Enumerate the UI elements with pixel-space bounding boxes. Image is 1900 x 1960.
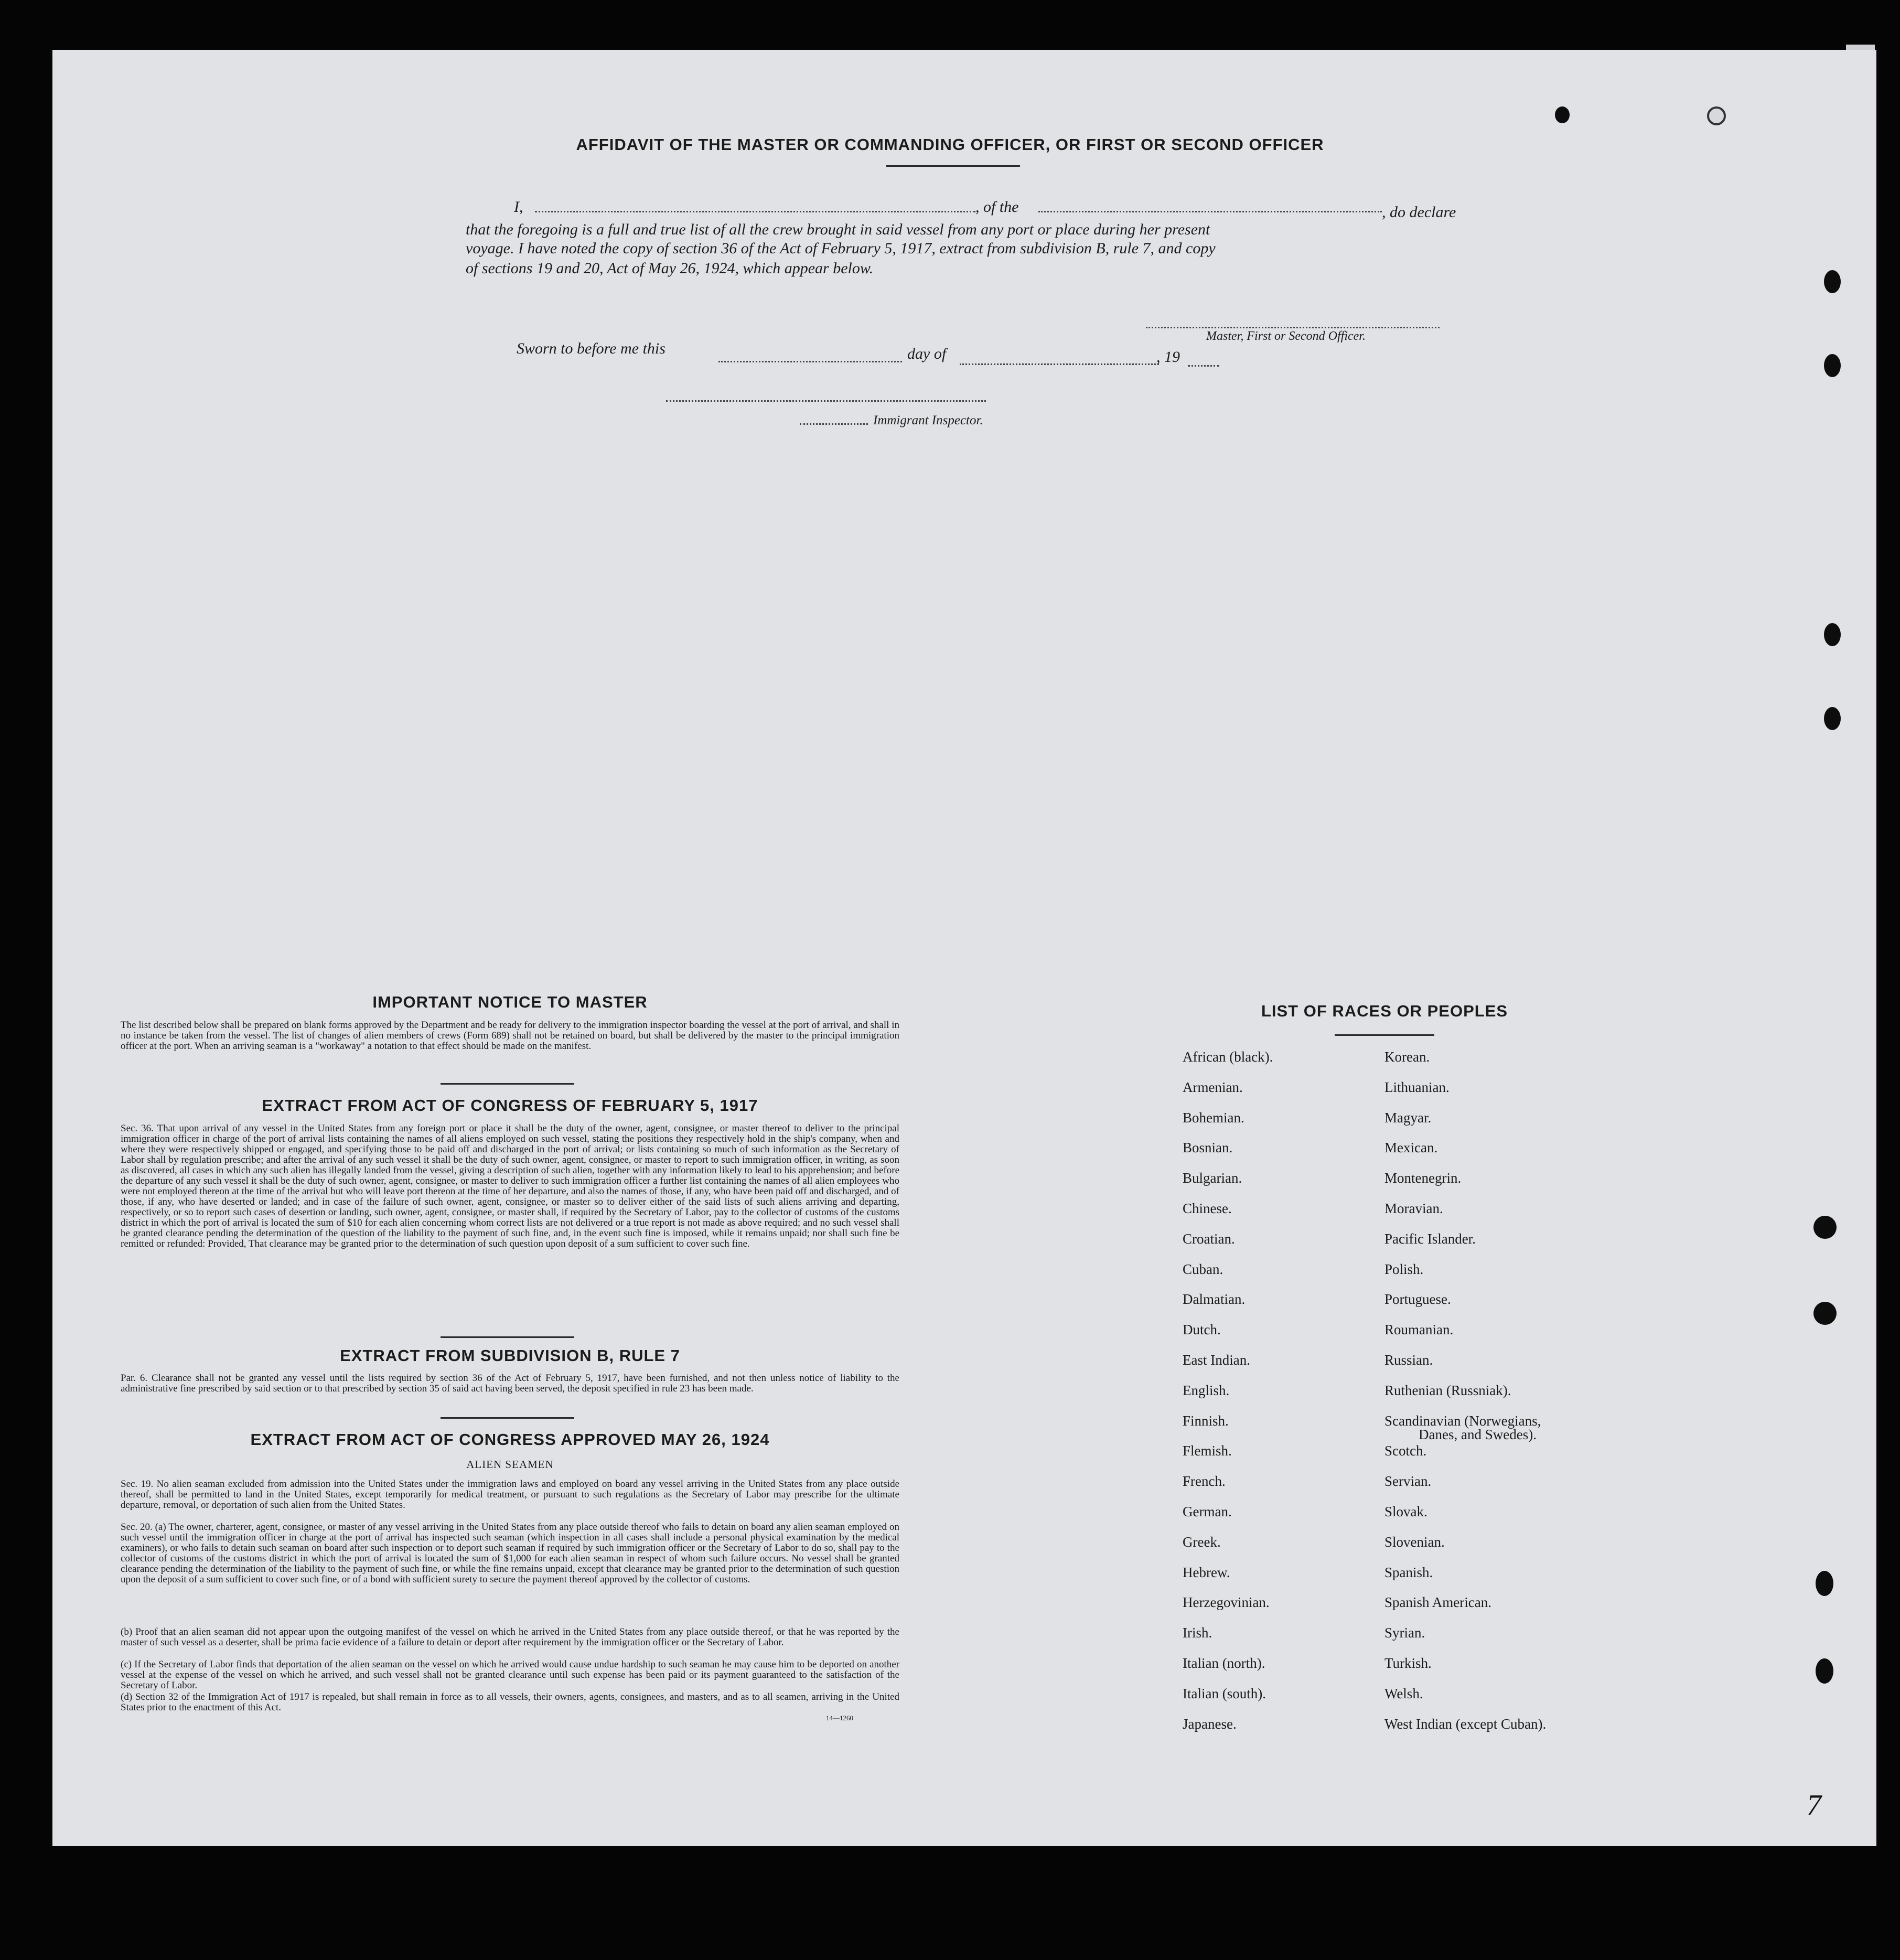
race-item: Finnish. <box>1183 1412 1229 1429</box>
binder-hole <box>1824 707 1841 730</box>
race-item: Slovak. <box>1384 1504 1427 1519</box>
race-item: Cuban. <box>1183 1261 1223 1277</box>
binder-hole <box>1824 270 1841 293</box>
race-item: Pacific Islander. <box>1384 1230 1476 1247</box>
race-item: Turkish. <box>1384 1655 1432 1671</box>
race-item: Dutch. <box>1183 1322 1221 1338</box>
sec20b-text: (b) Proof that an alien seaman did not appear upon the outgoing manifest of the vessel on which he arrived in the United States from any place outside thereof, or that he was reported by the master of such vessel as a deserter, shall be prima facie evidence of a failure to detain or deport after requirement by the immigration officer or the Secretary of Labor. <box>121 1626 899 1648</box>
extract-1924-title: EXTRACT FROM ACT OF CONGRESS APPROVED MAY 26, 1924 <box>250 1430 770 1449</box>
extract-1917-divider <box>441 1336 574 1338</box>
binder-hole <box>1816 1658 1833 1684</box>
affidavit-line3: voyage. I have noted the copy of section 36 of the Act of February 5, 1917, extract from subdivision B, rule 7, and copy <box>466 240 1216 257</box>
race-item: Scotch. <box>1384 1443 1427 1459</box>
race-item: Scandinavian (Norwegians, <box>1384 1412 1541 1429</box>
race-item: Polish. <box>1384 1261 1424 1277</box>
race-item: English. <box>1183 1382 1230 1398</box>
rule7-divider <box>441 1417 574 1419</box>
race-item: West Indian (except Cuban). <box>1384 1716 1547 1732</box>
race-item: Slovenian. <box>1384 1534 1445 1550</box>
binder-hole <box>1824 623 1841 646</box>
race-item: Montenegrin. <box>1384 1170 1462 1186</box>
race-item: Hebrew. <box>1183 1564 1230 1580</box>
race-item: Korean. <box>1384 1049 1430 1065</box>
vessel-blank[interactable] <box>1038 211 1382 212</box>
race-item: Roumanian. <box>1384 1322 1454 1338</box>
race-item: African (black). <box>1183 1049 1273 1065</box>
page-number: 7 <box>1807 1789 1821 1822</box>
notice-divider <box>441 1083 574 1085</box>
race-item: Magyar. <box>1384 1109 1432 1126</box>
race-item: Russian. <box>1384 1352 1433 1368</box>
race-item: Bosnian. <box>1183 1140 1233 1156</box>
race-item: Welsh. <box>1384 1685 1423 1701</box>
day-of: day of <box>907 345 947 362</box>
extract-1917-text: Sec. 36. That upon arrival of any vessel in the United States from any foreign port or place it shall be the duty of the owner, agent, consignee, or master thereof to deliver to the principal immigration officer in charge of the port of arrival lists containing the names of all aliens employed on such vessel, stating the positions they respectively hold in the ship's company, when and where they were respectively shipped or engaged, and specifying those to be paid off and discharged in the port of arrival; or lists containing so much of such information as the Secretary of Labor shall by regulation prescribe; and after the arrival of any such vessel it shall be the duty of such owner, agent, consignee, or master to report to such immigration officer, in writing, as soon as discovered, all cases in which any such alien has illegally landed from the vessel, giving a description of such alien, together with any information likely to lead to his apprehension; and before the departure of any such vessel it shall be the duty of such owner, agent, consignee, or master to deliver to such immigration officer a further list containing the names of all alien employees who were not employed thereon at the time of the arrival but who will leave port thereon at the time of her departure, and also the names of those, if any, who have been paid off and discharged, and of those, if any, who have deserted or landed; and in case of the failure of such owner, agent, consignee, or master so to deliver either of the said lists of such aliens arriving and departing, respectively, or so to report such cases of desertion or landing, such owner, agent, consignee, or master shall, if required by the Secretary of Labor, pay to the collector of customs of the customs district in which the port of arrival is located the sum of $10 for each alien concerning whom correct lists are not delivered or a true report is not made as above required; and no such vessel shall be granted clearance pending the determination of the question of the liability to the payment of such fine, and, in the event such fine is imposed, while it remains unpaid; nor shall such fine be remitted or refunded: Provided, That clearance may be granted prior to the determination of such question upon deposit of a sum sufficient to cover such fine. <box>121 1123 899 1249</box>
notice-title: IMPORTANT NOTICE TO MASTER <box>372 993 648 1011</box>
affidavit-i: I, <box>514 198 523 216</box>
master-signature-label: Master, First or Second Officer. <box>1206 329 1366 343</box>
race-item: Armenian. <box>1183 1079 1243 1095</box>
race-item: German. <box>1183 1504 1232 1519</box>
affidavit-line2: that the foregoing is a full and true list of all the crew brought in said vessel from any port or place during her present <box>466 221 1210 238</box>
sworn-text: Sworn to before me this <box>517 340 665 357</box>
race-item: Italian (south). <box>1183 1685 1266 1701</box>
month-blank[interactable] <box>960 363 1159 365</box>
affidavit-title: AFFIDAVIT OF THE MASTER OR COMMANDING OFFICER, OR FIRST OR SECOND OFFICER <box>576 135 1324 154</box>
race-item: Herzegovinian. <box>1183 1594 1270 1611</box>
sec20d-text: (d) Section 32 of the Immigration Act of 1917 is repealed, but shall remain in force as to all vessels, their owners, agents, consignees, and masters, and as to all seamen, arriving in the United States prior to the enactment of this Act. <box>121 1691 899 1713</box>
race-item: Bulgarian. <box>1183 1170 1242 1186</box>
notice-text: The list described below shall be prepared on blank forms approved by the Department and be ready for delivery to the immigration inspector boarding the vessel at the port of arrival, and shall in no instance be taken from the vessel. The list of changes of alien members of crews (Form 689) shall not be retained on board, but shall be delivered by the master to the principal immigration officer at the port. When an arriving seaman is a "workaway" a notation to that effect should be made on the manifest. <box>121 1020 899 1052</box>
sec20a-text: Sec. 20. (a) The owner, charterer, agent, consignee, or master of any vessel arriving in the United States from any place outside thereof who fails to detain on board any alien seaman employed on such vessel until the immigration officer in charge at the port of arrival has inspected such seaman (which inspection in all cases shall include a personal physical examination by the medical examiners), or who fails to detain such seaman on board after such inspection or to deport such seaman if required by such immigration officer or the Secretary of Labor to do so, shall pay to the collector of customs of the customs district in which the port of arrival is located the sum of $1,000 for each alien seaman in respect of whom such failure occurs. No vessel shall be granted clearance pending the determination of the liability to the payment of such fine, or while the fine remains unpaid, except that clearance may be granted prior to the determination of such question upon the deposit of a sum sufficient to cover such fine, or of a bond with sufficient surety to secure the payment thereof approved by the collector of customs. <box>121 1522 899 1585</box>
binder-hole <box>1813 1302 1837 1325</box>
binder-hole <box>1813 1216 1837 1239</box>
sec20c-text: (c) If the Secretary of Labor finds that deportation of the alien seaman on the vessel on which he arrived would cause undue hardship to such seaman he may cause him to be deported on another vessel at the expense of the vessel on which he arrived, and such vessel shall not be granted clearance until such expense has been paid or its payment guaranteed to the satisfaction of the Secretary of Labor. <box>121 1659 899 1691</box>
day-blank[interactable] <box>718 361 902 362</box>
binder-hole <box>1824 354 1841 377</box>
race-item: Lithuanian. <box>1384 1079 1450 1095</box>
affidavit-line4: of sections 19 and 20, Act of May 26, 1924, which appear below. <box>466 260 874 277</box>
form-number: 14—1260 <box>826 1714 853 1722</box>
race-item: Portuguese. <box>1384 1291 1451 1308</box>
race-item: Mexican. <box>1384 1140 1438 1156</box>
race-item: Greek. <box>1183 1534 1221 1550</box>
race-item: Ruthenian (Russniak). <box>1384 1382 1511 1398</box>
rule7-title: EXTRACT FROM SUBDIVISION B, RULE 7 <box>340 1346 680 1365</box>
race-item: Chinese. <box>1183 1201 1232 1216</box>
binder-hole <box>1816 1571 1833 1596</box>
race-item: Italian (north). <box>1183 1655 1265 1671</box>
inspector-dots <box>800 423 868 425</box>
binder-hole-mark <box>1555 106 1570 123</box>
race-scandinavian-continued: Danes, and Swedes). <box>1419 1427 1537 1442</box>
race-item: East Indian. <box>1183 1352 1250 1368</box>
races-underline <box>1335 1034 1434 1036</box>
race-item: Bohemian. <box>1183 1109 1244 1126</box>
rule7-text: Par. 6. Clearance shall not be granted any vessel until the lists required by section 36 of the Act of February 5, 1917, have been furnished, and not then unless notice of liability to the administrative fine prescribed by said section or to that prescribed by section 35 of said act having been served, the deposit specified in rule 23 has been made. <box>121 1373 899 1394</box>
title-underline <box>886 165 1020 167</box>
race-item: Moravian. <box>1384 1201 1443 1216</box>
race-item: Syrian. <box>1384 1625 1425 1641</box>
alien-seamen-subtitle: ALIEN SEAMEN <box>466 1458 554 1471</box>
name-blank[interactable] <box>535 211 975 212</box>
year-blank[interactable] <box>1188 365 1219 367</box>
races-title: LIST OF RACES OR PEOPLES <box>1261 1002 1508 1020</box>
race-item: French. <box>1183 1473 1226 1490</box>
sec19-text: Sec. 19. No alien seaman excluded from admission into the United States under the immigration laws and employed on board any vessel arriving in the United States from any place outside thereof, shall be permitted to land in the United States, except temporarily for medical treatment, or pursuant to such regulations as the Secretary of Labor may prescribe for the ultimate departure, removal, or deportation of such alien from the United States. <box>121 1479 899 1511</box>
extract-1917-title: EXTRACT FROM ACT OF CONGRESS OF FEBRUARY 5, 1917 <box>262 1096 758 1115</box>
race-item: Croatian. <box>1183 1230 1235 1247</box>
race-item: Spanish American. <box>1384 1594 1491 1611</box>
inspector-label: Immigrant Inspector. <box>873 413 983 427</box>
year-prefix: , 19 <box>1156 348 1180 366</box>
race-item: Dalmatian. <box>1183 1291 1246 1308</box>
race-item: Flemish. <box>1183 1443 1232 1459</box>
binder-hole-open <box>1707 106 1726 125</box>
race-item: Irish. <box>1183 1625 1212 1641</box>
race-item: Japanese. <box>1183 1716 1237 1732</box>
inspector-signature-line[interactable] <box>666 400 986 402</box>
affidavit-declare: , do declare <box>1382 204 1456 221</box>
master-signature-line[interactable] <box>1146 327 1440 328</box>
race-item: Spanish. <box>1384 1564 1433 1580</box>
race-item: Servian. <box>1384 1473 1432 1490</box>
affidavit-of-the: , of the <box>975 198 1019 216</box>
